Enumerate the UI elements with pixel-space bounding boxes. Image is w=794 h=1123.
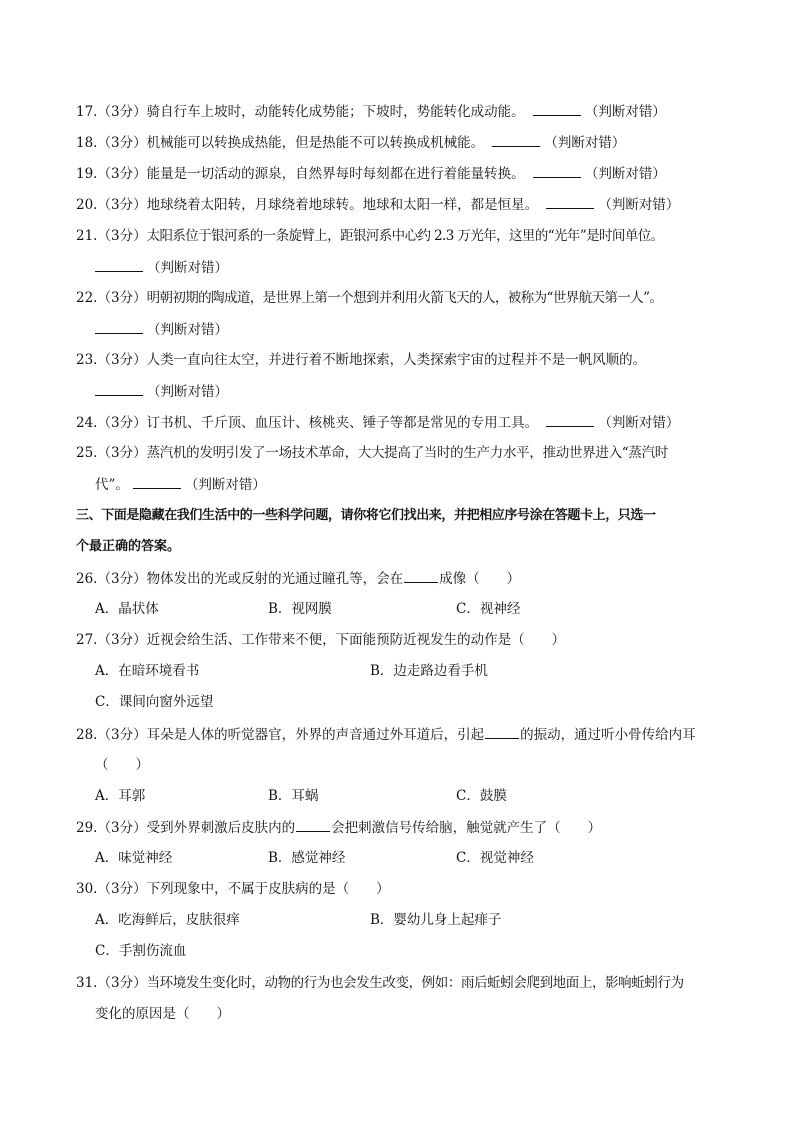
option-b[interactable]: B．耳蜗 [268,788,319,804]
question-20: 20.（3分）地球绕着太阳转，月球绕着地球转。地球和太阳一样，都是恒星。 （判断对错） [76,194,734,215]
section-3-title-cont: 个最正确的答案。 [76,539,181,554]
question-28: 28.（3分）耳朵是人体的听觉器官，外界的声音通过外耳道后，引起 的振动，通过听小骨传给内耳 [76,724,734,745]
answer-blank[interactable] [533,163,581,178]
fill-blank[interactable] [485,724,519,739]
option-c[interactable]: C．视觉神经 [456,850,534,866]
question-21: 21.（3分）太阳系位于银河系的一条旋臂上，距银河系中心约 2.3 万光年，这里的“光年”是时间单位。 [76,228,664,244]
answer-blank[interactable] [95,257,143,272]
option-c[interactable]: C．手割伤流血 [95,943,187,959]
question-23-tail: （判断对错） [95,381,734,402]
option-a[interactable]: A．耳郭 [95,788,146,804]
option-b[interactable]: B．边走路边看手机 [370,663,488,679]
question-26: 26.（3分）物体发出的光或反射的光通过瞳孔等，会在 成像（ ） [76,568,734,589]
question-30: 30.（3分）下列现象中，不属于皮肤病的是（ ） [76,881,390,897]
answer-blank[interactable] [533,101,581,116]
option-b[interactable]: B．感觉神经 [268,850,346,866]
question-28-cont: （ ） [95,757,149,773]
question-22: 22.（3分）明朝初期的陶成道，是世界上第一个想到并利用火箭飞天的人，被称为“世界航天第一人”。 [76,290,663,306]
question-29: 29.（3分）受到外界刺激后皮肤内的 会把刺激信号传给脑，触觉就产生了（ ） [76,817,734,838]
answer-blank[interactable] [133,474,181,489]
answer-blank[interactable] [95,319,143,334]
question-18: 18.（3分）机械能可以转换成热能，但是热能不可以转换成机械能。 （判断对错） [76,132,734,153]
question-21-tail: （判断对错） [95,257,734,278]
option-c[interactable]: C．视神经 [456,601,521,617]
question-24: 24.（3分）订书机、千斤顶、血压计、核桃夹、锤子等都是常见的专用工具。 （判断对错） [76,412,734,433]
fill-blank[interactable] [404,568,438,583]
option-c[interactable]: C．课间向窗外远望 [95,694,214,710]
option-a[interactable]: A．在暗环境看书 [95,663,200,679]
question-25: 25.（3分）蒸汽机的发明引发了一场技术革命，大大提高了当时的生产力水平，推动世界进入“蒸汽时 [76,445,668,461]
question-23: 23.（3分）人类一直向往太空，并进行着不断地探索，人类探索宇宙的过程并不是一帆风顺的。 [76,352,647,368]
option-b[interactable]: B．婴幼儿身上起痱子 [370,912,502,928]
option-a[interactable]: A．晶状体 [95,601,159,617]
question-17: 17.（3分）骑自行车上坡时，动能转化成势能；下坡时，势能转化成动能。 （判断对错） [76,101,734,122]
section-3-title: 三、下面是隐藏在我们生活中的一些科学问题，请你将它们找出来，并把相应序号涂在答题卡上，只选一 [76,508,656,523]
option-b[interactable]: B．视网膜 [268,601,332,617]
question-27: 27.（3分）近视会给生活、工作带来不便，下面能预防近视发生的动作是（ ） [76,632,566,648]
fill-blank[interactable] [296,817,330,832]
answer-blank[interactable] [546,412,594,427]
question-31: 31.（3分）当环境发生变化时，动物的行为也会发生改变，例如：雨后蚯蚓会爬到地面上，影响蚯蚓行为 [76,975,684,991]
answer-blank[interactable] [546,194,594,209]
answer-blank[interactable] [95,381,143,396]
question-19: 19.（3分）能量是一切活动的源泉，自然界每时每刻都在进行着能量转换。 （判断对错） [76,163,734,184]
question-31-cont: 变化的原因是（ ） [95,1006,230,1022]
question-22-tail: （判断对错） [95,319,734,340]
option-c[interactable]: C．鼓膜 [456,788,507,804]
option-a[interactable]: A．味觉神经 [95,850,173,866]
answer-blank[interactable] [492,132,540,147]
question-25-tail: 代”。 （判断对错） [95,474,734,495]
option-a[interactable]: A．吃海鲜后，皮肤很痒 [95,912,240,928]
